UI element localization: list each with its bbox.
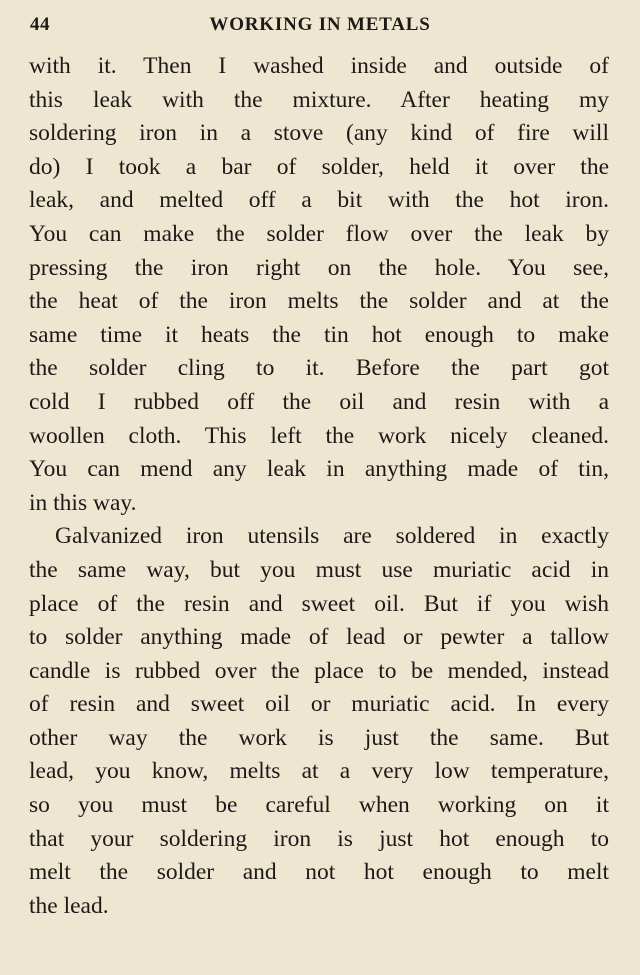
text-line: the heat of the iron melts the solder and at the <box>29 288 609 315</box>
text-line: other way the work is just the same. But <box>29 724 609 751</box>
text-line: same time it heats the tin hot enough to make <box>29 321 609 348</box>
text-line: do) I took a bar of solder, held it over the <box>29 153 609 180</box>
text-line: cold I rubbed off the oil and resin with a <box>29 388 609 415</box>
text-line: this leak with the mixture. After heating my <box>29 86 609 113</box>
text-line: the same way, but you must use muriatic acid in <box>29 556 609 583</box>
text-line: You can make the solder flow over the leak by <box>29 220 609 247</box>
text-line-last: the lead. <box>29 892 109 919</box>
text-line-first: Galvanized iron utensils are soldered in exactly <box>55 523 609 550</box>
running-title: WORKING IN METALS <box>209 14 431 35</box>
text-line: candle is rubbed over the place to be mended, instead <box>29 657 609 684</box>
text-line: the solder cling to it. Before the part got <box>29 355 609 382</box>
text-line: with it. Then I washed inside and outside of <box>29 53 609 79</box>
running-head <box>30 14 610 40</box>
text-line: lead, you know, melts at a very low temperature, <box>29 758 609 785</box>
text-line: woollen cloth. This left the work nicely cleaned. <box>29 422 609 449</box>
text-line-last: in this way. <box>29 489 137 516</box>
text-line: of resin and sweet oil or muriatic acid. In every <box>29 691 609 718</box>
paragraph-1 <box>29 50 609 520</box>
text-line: melt the solder and not hot enough to melt <box>29 859 609 886</box>
body-text <box>29 50 609 923</box>
text-line: soldering iron in a stove (any kind of fire will <box>29 120 609 147</box>
text-line: leak, and melted off a bit with the hot iron. <box>29 187 609 214</box>
text-line: that your soldering iron is just hot enough to <box>29 825 609 852</box>
text-line: to solder anything made of lead or pewter a tallow <box>29 624 609 651</box>
page-number: 44 <box>30 14 50 35</box>
text-line: so you must be careful when working on it <box>29 792 609 819</box>
paragraph-2 <box>29 520 609 923</box>
text-line: place of the resin and sweet oil. But if you wish <box>29 590 609 617</box>
text-line: You can mend any leak in anything made of tin, <box>29 456 609 483</box>
text-line: pressing the iron right on the hole. You see, <box>29 254 609 281</box>
